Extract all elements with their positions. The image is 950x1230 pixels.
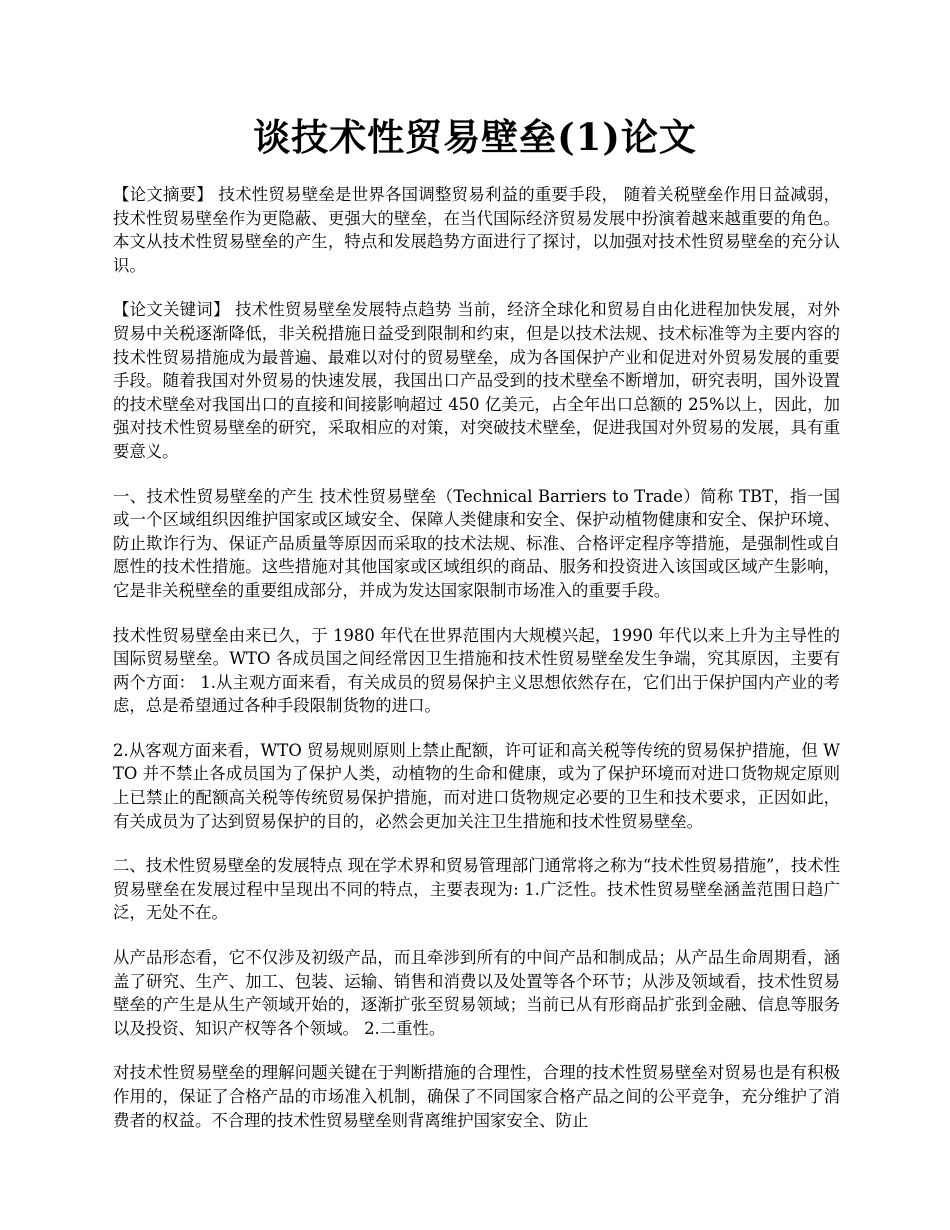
paragraph-duality: 对技术性贸易壁垒的理解问题关键在于判断措施的合理性，合理的技术性贸易壁垒对贸易也是有积极作用的，保证了合格产品的市场准入机制，确保了不同国家合格产品之间的公平竞争，充分维护了消费者的权益。不合理的技术性贸易壁垒则背离维护国家安全、防止: [113, 1063, 840, 1130]
paragraph-section-1-origin: 一、技术性贸易壁垒的产生 技术性贸易壁垒（Technical Barriers to Trade）简称 TBT，指一国或一个区域组织因维护国家或区域安全、保障人类健康和安全、保护动植物健康和安全、保护环境、防止欺诈行为、保证产品质量等原因而采取的技术法规、标准、合格评定程序等措施，是强制性或自愿性的技术性措施。这些措施对其他国家或区域组织的商品、服务和投资进入该国或区域产生影响，它是非关税壁垒的重要组成部分，并成为发达国家限制市场准入的重要手段。: [113, 486, 840, 600]
document-body: [113, 183, 840, 1153]
paragraph-keywords: 【论文关键词】 技术性贸易壁垒发展特点趋势 当前，经济全球化和贸易自由化进程加快发展，对外贸易中关税逐渐降低，非关税措施日益受到限制和约束，但是以技术法规、技术标准等为主要内容的技术性贸易措施成为最普遍、最难以对付的贸易壁垒，成为各国保护产业和促进对外贸易发展的重要手段。随着我国对外贸易的快速发展，我国出口产品受到的技术壁垒不断增加，研究表明，国外设置的技术壁垒对我国出口的直接和间接影响超过 450 亿美元，占全年出口总额的 25%以上，因此，加强对技术性贸易壁垒的研究，采取相应的对策，对突破技术壁垒，促进我国对外贸易的发展，具有重要意义。: [113, 300, 840, 461]
paragraph-objective-reasons: 2.从客观方面来看，WTO 贸易规则原则上禁止配额，许可证和高关税等传统的贸易保护措施，但 WTO 并不禁止各成员国为了保护人类，动植物的生命和健康，或为了保护环境而对进口货物规定原则上已禁止的配额高关税等传统贸易保护措施，而对进口货物规定必要的卫生和技术要求，正因如此，有关成员为了达到贸易保护的目的，必然会更加关注卫生措施和技术性贸易壁垒。: [113, 740, 840, 831]
paragraph-abstract: 【论文摘要】 技术性贸易壁垒是世界各国调整贸易利益的重要手段， 随着关税壁垒作用日益减弱，技术性贸易壁垒作为更隐蔽、更强大的壁垒，在当代国际经济贸易发展中扮演着越来越重要的角色。本文从技术性贸易壁垒的产生，特点和发展趋势方面进行了探讨，以加强对技术性贸易壁垒的充分认识。: [113, 185, 840, 275]
document-title: 谈技术性贸易壁垒(1)论文: [253, 115, 697, 159]
paragraph-section-2-features: 二、技术性贸易壁垒的发展特点 现在学术界和贸易管理部门通常将之称为“技术性贸易措施”，技术性贸易壁垒在发展过程中呈现出不同的特点，主要表现为: 1.广泛性。技术性贸易壁垒涵盖范围日趋广泛，无处不在。: [113, 856, 840, 923]
paragraph-product-scope: 从产品形态看，它不仅涉及初级产品，而且牵涉到所有的中间产品和制成品；从产品生命周期看，涵盖了研究、生产、加工、包装、运输、销售和消费以及处置等各个环节；从涉及领域看，技术性贸易壁垒的产生是从生产领域开始的，逐渐扩张至贸易领域；当前已从有形商品扩张到金融、信息等服务以及投资、知识产权等各个领域。 2.二重性。: [113, 948, 840, 1038]
paragraph-history: 技术性贸易壁垒由来已久，于 1980 年代在世界范围内大规模兴起，1990 年代以来上升为主导性的国际贸易壁垒。WTO 各成员国之间经常因卫生措施和技术性贸易壁垒发生争端，究其原因，主要有两个方面： 1.从主观方面来看，有关成员的贸易保护主义思想依然存在，它们出于保护国内产业的考虑，总是希望通过各种手段限制货物的进口。: [113, 625, 840, 716]
